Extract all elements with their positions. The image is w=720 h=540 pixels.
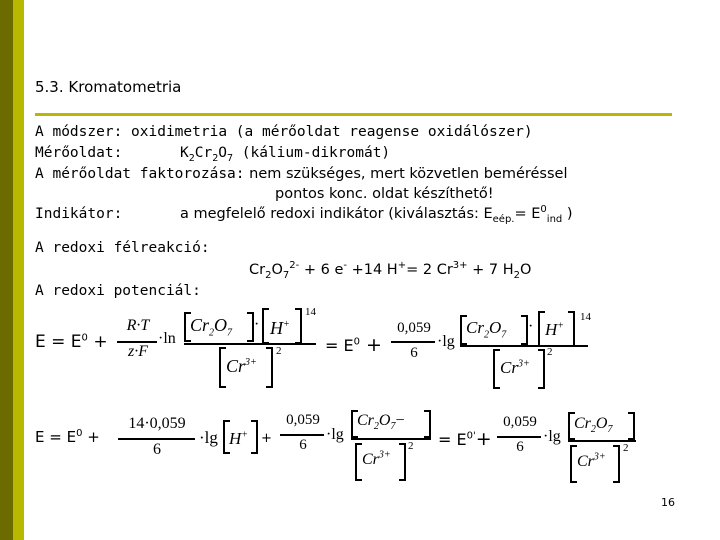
indicator-value xyxy=(180,204,573,225)
eq1-bracket xyxy=(262,308,269,344)
eq1-bracket xyxy=(538,349,545,389)
eq2-eq xyxy=(438,428,492,450)
eq1-bracket xyxy=(266,347,273,388)
solution-label: Mérőoldat: xyxy=(35,145,123,161)
factor-label: A mérőoldat faktorozása: xyxy=(35,166,245,182)
indicator-row xyxy=(35,204,573,225)
eq2-h-sup: + xyxy=(241,429,249,441)
eq2-sub: 7 xyxy=(390,421,396,433)
eq1-plus: + xyxy=(87,332,108,352)
rx-charge: + xyxy=(397,260,407,272)
eq1-sub: 7 xyxy=(501,329,507,341)
eq1-sup0: 0 xyxy=(81,332,88,344)
rx-o: O xyxy=(271,262,283,278)
eq2-cr3-text: Cr xyxy=(362,451,379,468)
eq2-lhs-text: E = E xyxy=(35,428,77,446)
eq2-cr3-b xyxy=(577,453,606,471)
eq1-cr3 xyxy=(226,356,257,377)
eq1-lhs-text: E = E xyxy=(35,332,82,352)
eq2-cr3-text: Cr xyxy=(577,453,594,470)
eq1-6: 6 xyxy=(410,345,418,361)
eq2-frac1 xyxy=(118,415,196,459)
eq2-bracket xyxy=(251,420,258,454)
eq2-bracket xyxy=(628,412,635,440)
eq1-cr3-text: Cr xyxy=(500,358,518,377)
eq1-rt-frac xyxy=(117,317,159,361)
eq1-eq-plus: + xyxy=(359,334,382,356)
eq1-sub: 2 xyxy=(209,327,215,339)
eq2-cr2o7 xyxy=(357,412,405,433)
formula-sub: 2 xyxy=(212,152,219,164)
eq2-num: 14·0,059 xyxy=(128,415,186,432)
eq1-0059: 0,059 xyxy=(397,320,431,336)
eq1-eq-text: = E xyxy=(325,336,354,355)
eq1-exp2-b: 2 xyxy=(547,346,553,358)
method-row xyxy=(35,124,533,140)
rx-sub: 2 xyxy=(265,269,272,281)
eq1-o: O xyxy=(488,318,502,337)
indicator-eq: = E xyxy=(514,206,541,222)
eq2-cr3-sup: 3+ xyxy=(378,449,391,461)
eq1-exp14-b: 14 xyxy=(580,311,591,323)
indicator-sub-ind: ind xyxy=(546,213,563,225)
eq2-6: 6 xyxy=(299,437,307,453)
eq2-sub: 2 xyxy=(590,424,596,436)
eq2-plus2: + xyxy=(261,431,272,446)
eq1-frac-line2 xyxy=(391,341,435,343)
eq1-zf: z·F xyxy=(128,343,148,360)
eq2-cr3-sup: 3+ xyxy=(593,451,606,463)
indicator-sup: 0 xyxy=(540,204,547,216)
factor-value-cont: pontos konc. oldat készíthető! xyxy=(275,186,494,202)
eq1-cr2o7 xyxy=(190,315,233,339)
eq2-sub: 7 xyxy=(607,424,613,436)
formula-k: K xyxy=(180,145,189,161)
formula-cr: Cr xyxy=(194,145,213,161)
rx-part: +14 H xyxy=(346,262,398,278)
rx-charge: 2- xyxy=(289,260,300,272)
formula-sub: 2 xyxy=(188,152,195,164)
indicator-end: ) xyxy=(562,206,573,222)
rx-charge: 3+ xyxy=(452,260,468,272)
eq1-h-text: H xyxy=(270,318,283,338)
eq1-big-frac-line2 xyxy=(460,345,588,347)
eq1-dot2: · xyxy=(528,318,534,335)
eq1-cr3-sup: 3+ xyxy=(245,357,257,368)
eq2-frac-line2 xyxy=(280,434,324,436)
eq1-cr: Cr xyxy=(466,318,484,337)
left-accent-bar-dark xyxy=(0,0,13,540)
eq2-minus: − xyxy=(395,412,405,429)
rx-part: + 6 e xyxy=(299,262,344,278)
eq2-exp2: 2 xyxy=(408,440,414,452)
eq1-frac-line xyxy=(117,341,157,343)
eq1-eq-sup: 0 xyxy=(353,336,360,348)
redox-half-label: A redoxi félreakció: xyxy=(35,240,210,256)
rx-sub: 2 xyxy=(513,269,521,281)
eq1-bracket xyxy=(247,312,254,342)
eq2-lg2: ·lg xyxy=(326,426,344,443)
eq1-cr: Cr xyxy=(190,315,210,335)
rx-part: + 7 H xyxy=(467,262,514,278)
rx-charge: - xyxy=(343,260,347,272)
eq2-bracket xyxy=(355,443,362,481)
formula-name: (kálium-dikromát) xyxy=(233,145,391,161)
eq2-0059: 0,059 xyxy=(286,412,320,428)
formula-sub: 7 xyxy=(227,152,234,164)
eq2-eq-plus: + xyxy=(475,428,492,450)
method-value: : oxidimetria (a mérőoldat reagense oxidálószer) xyxy=(113,124,533,140)
indicator-sub-eep: eép. xyxy=(492,213,515,225)
rx-sub: 7 xyxy=(282,269,290,281)
eq2-sub: 2 xyxy=(373,421,379,433)
eq2-bracket xyxy=(424,410,431,438)
eq1-cr3-text: Cr xyxy=(226,356,246,376)
eq1-h xyxy=(270,318,290,339)
eq1-h-sup: + xyxy=(283,319,290,330)
eq1-bracket xyxy=(219,347,226,388)
solution-formula xyxy=(180,145,391,164)
left-accent-bar-light xyxy=(13,0,24,540)
eq1-bracket xyxy=(521,315,528,345)
eq2-frac3 xyxy=(497,414,543,456)
eq2-eq-sup: 0' xyxy=(466,430,476,442)
eq2-frac-line xyxy=(118,438,195,440)
eq1-eq xyxy=(325,334,382,356)
eq2-o: O xyxy=(595,415,608,432)
eq2-sup0: 0 xyxy=(76,428,83,439)
eq1-cr3-b xyxy=(500,358,530,378)
factor-value: nem szükséges, mert közvetlen beméréssel xyxy=(244,166,568,182)
eq1-h-text: H xyxy=(545,320,558,339)
indicator-label: Indikátor: xyxy=(35,206,123,222)
eq1-ln: ·ln xyxy=(158,330,176,347)
eq1-lg: ·lg xyxy=(437,333,455,350)
eq1-h-b xyxy=(545,320,564,340)
eq2-o: O xyxy=(378,412,391,429)
title-divider xyxy=(35,113,672,116)
eq2-cr3 xyxy=(362,451,391,469)
eq1-exp2: 2 xyxy=(276,345,282,357)
page-number: 16 xyxy=(661,496,675,509)
eq1-exp14: 14 xyxy=(305,306,316,318)
eq1-sub: 2 xyxy=(483,329,489,341)
eq1-h-sup: + xyxy=(557,320,565,332)
eq2-bracket xyxy=(613,445,620,483)
eq2-frac-line3 xyxy=(497,436,541,438)
method-label: A módszer xyxy=(35,124,114,140)
eq2-cr: Cr xyxy=(357,412,374,429)
rx-cr: Cr xyxy=(249,262,266,278)
eq1-bracket xyxy=(493,349,500,389)
eq2-bracket xyxy=(570,445,577,483)
eq1-big-frac-line xyxy=(184,343,316,345)
eq2-cr: Cr xyxy=(574,415,591,432)
eq2-den: 6 xyxy=(153,441,161,458)
eq1-dot: · xyxy=(254,316,260,333)
eq1-lhs xyxy=(35,332,108,352)
eq2-exp2-b: 2 xyxy=(623,442,629,454)
eq1-o: O xyxy=(214,315,228,335)
eq1-rt: R·T xyxy=(126,317,150,334)
eq2-6b: 6 xyxy=(516,439,524,455)
eq2-lg3: ·lg xyxy=(543,428,561,445)
rx-part: = 2 Cr xyxy=(406,262,453,278)
eq2-bracket xyxy=(399,443,406,481)
eq1-sub: 7 xyxy=(227,327,233,339)
eq2-h-text: H xyxy=(229,429,242,448)
eq2-frac2 xyxy=(280,412,326,454)
half-reaction xyxy=(249,260,532,281)
rx-o: O xyxy=(520,262,532,278)
indicator-text: a megfelelő redoxi indikátor (kiválasztás: E xyxy=(180,206,493,222)
formula-o: O xyxy=(218,145,227,161)
eq1-cr2o7-b xyxy=(466,318,507,341)
redox-potential-label: A redoxi potenciál: xyxy=(35,283,201,299)
solution-row xyxy=(35,145,391,164)
eq2-lhs xyxy=(35,428,100,446)
eq1-bracket xyxy=(538,311,545,347)
eq2-0059b: 0,059 xyxy=(503,414,537,430)
eq2-h xyxy=(229,429,248,449)
eq2-lg: ·lg xyxy=(199,428,218,447)
eq2-cr2o7-b xyxy=(574,415,613,436)
eq1-bracket xyxy=(295,308,302,344)
eq2-eq-text: = E xyxy=(438,430,467,449)
factor-row xyxy=(35,166,568,182)
eq1-bracket xyxy=(568,311,575,347)
eq2-plus: + xyxy=(82,428,100,446)
eq2-big-frac-line xyxy=(351,438,431,440)
slide-title: 5.3. Kromatometria xyxy=(35,78,182,96)
eq1-cr3-sup: 3+ xyxy=(517,358,530,370)
